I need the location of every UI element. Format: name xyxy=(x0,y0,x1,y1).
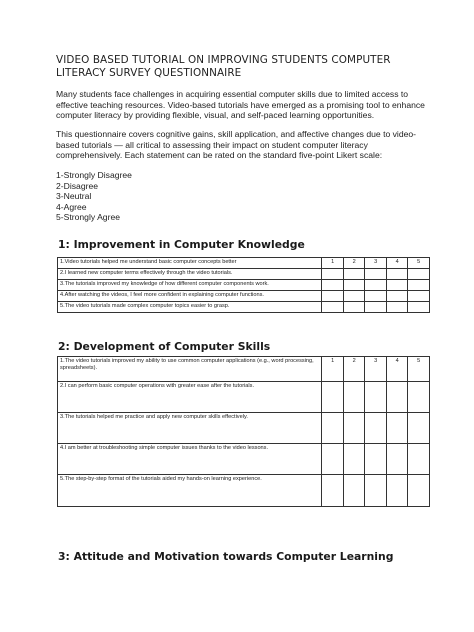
rating-header: 1 xyxy=(322,357,344,382)
intro-paragraph: This questionnaire covers cognitive gains, skill application, and affective changes due to video-based tutorials — all critical to assessing their impact on student computer literacy comprehensively. Each statement can be rated on the standard five-point Likert scale: xyxy=(56,129,417,161)
rating-cell[interactable] xyxy=(322,280,344,291)
table-row xyxy=(58,444,430,475)
rating-cell[interactable] xyxy=(365,444,387,475)
rating-cell[interactable] xyxy=(386,475,408,507)
rating-cell[interactable] xyxy=(322,269,344,280)
statement-cell: 1.Video tutorials helped me understand basic computer concepts better xyxy=(58,258,322,269)
scale-item: 1-Strongly Disagree xyxy=(56,170,132,180)
rating-header: 4 xyxy=(386,357,408,382)
section-heading: 3: Attitude and Motivation towards Computer Learning xyxy=(58,550,394,563)
rating-cell[interactable] xyxy=(343,302,365,313)
survey-table xyxy=(57,356,430,507)
rating-header: 3 xyxy=(365,258,387,269)
table-row xyxy=(58,413,430,444)
rating-cell[interactable] xyxy=(386,382,408,413)
rating-cell[interactable] xyxy=(386,291,408,302)
statement-cell: 3.The tutorials helped me practice and apply new computer skills effectively. xyxy=(58,413,322,444)
rating-cell[interactable] xyxy=(343,475,365,507)
statement-cell: 3.The tutorials improved my knowledge of how different computer components work. xyxy=(58,280,322,291)
rating-cell[interactable] xyxy=(408,444,430,475)
rating-header: 5 xyxy=(408,357,430,382)
rating-cell[interactable] xyxy=(365,302,387,313)
scale-item: 4-Agree xyxy=(56,201,87,212)
rating-cell[interactable] xyxy=(365,291,387,302)
table-row xyxy=(58,357,430,382)
statement-cell: 1.The video tutorials improved my ability to use common computer applications (e.g., word processing, spreadsheets). xyxy=(58,357,322,382)
table-row xyxy=(58,269,430,280)
rating-cell[interactable] xyxy=(343,382,365,413)
rating-header: 2 xyxy=(343,357,365,382)
rating-cell[interactable] xyxy=(408,280,430,291)
survey-table xyxy=(57,257,430,313)
rating-cell[interactable] xyxy=(322,413,344,444)
intro-paragraph: Many students face challenges in acquiring essential computer skills due to limited access to effective teaching resources. Video-based tutorials have emerged as a promising tool to enhance computer literacy by providing flexible, visual, and self-paced learning opportunities. xyxy=(56,89,425,121)
table-row xyxy=(58,475,430,507)
section-heading: 2: Development of Computer Skills xyxy=(58,340,271,353)
rating-cell[interactable] xyxy=(343,291,365,302)
table-row xyxy=(58,382,430,413)
rating-cell[interactable] xyxy=(322,291,344,302)
rating-header: 4 xyxy=(386,258,408,269)
statement-cell: 5.The video tutorials made complex computer topics easier to grasp. xyxy=(58,302,322,313)
rating-cell[interactable] xyxy=(386,302,408,313)
rating-cell[interactable] xyxy=(408,413,430,444)
rating-cell[interactable] xyxy=(408,269,430,280)
statement-cell: 4.I am better at troubleshooting simple computer issues thanks to the video lessons. xyxy=(58,444,322,475)
scale-item: 5-Strongly Agree xyxy=(56,212,121,223)
rating-cell[interactable] xyxy=(408,382,430,413)
rating-cell[interactable] xyxy=(386,269,408,280)
rating-cell[interactable] xyxy=(365,382,387,413)
scale-item: 3-Neutral xyxy=(56,191,92,202)
likert-scale-list xyxy=(56,170,132,223)
statement-cell: 2.I learned new computer terms effectively through the video tutorials. xyxy=(58,269,322,280)
rating-cell[interactable] xyxy=(322,444,344,475)
rating-cell[interactable] xyxy=(408,475,430,507)
rating-cell[interactable] xyxy=(386,413,408,444)
rating-cell[interactable] xyxy=(365,280,387,291)
rating-cell[interactable] xyxy=(386,280,408,291)
rating-header: 3 xyxy=(365,357,387,382)
rating-cell[interactable] xyxy=(365,475,387,507)
rating-cell[interactable] xyxy=(343,444,365,475)
statement-cell: 4.After watching the videos, I feel more confident in explaining computer functions. xyxy=(58,291,322,302)
document-title: VIDEO BASED TUTORIAL ON IMPROVING STUDENTS COMPUTER LITERACY SURVEY QUESTIONNAIRE xyxy=(56,54,391,79)
rating-cell[interactable] xyxy=(408,302,430,313)
statement-cell: 5.The step-by-step format of the tutorials aided my hands-on learning experience. xyxy=(58,475,322,507)
statement-cell: 2.I can perform basic computer operations with greater ease after the tutorials. xyxy=(58,382,322,413)
rating-cell[interactable] xyxy=(365,413,387,444)
rating-cell[interactable] xyxy=(322,302,344,313)
scale-item: 2-Disagree xyxy=(56,180,99,191)
table-row xyxy=(58,258,430,269)
rating-cell[interactable] xyxy=(365,269,387,280)
table-row xyxy=(58,302,430,313)
rating-cell[interactable] xyxy=(408,291,430,302)
rating-header: 1 xyxy=(322,258,344,269)
section-heading: 1: Improvement in Computer Knowledge xyxy=(58,238,305,251)
rating-cell[interactable] xyxy=(343,413,365,444)
table-row xyxy=(58,291,430,302)
table-row xyxy=(58,280,430,291)
rating-cell[interactable] xyxy=(322,475,344,507)
rating-cell[interactable] xyxy=(386,444,408,475)
rating-cell[interactable] xyxy=(322,382,344,413)
rating-header: 5 xyxy=(408,258,430,269)
rating-cell[interactable] xyxy=(343,280,365,291)
rating-header: 2 xyxy=(343,258,365,269)
rating-cell[interactable] xyxy=(343,269,365,280)
